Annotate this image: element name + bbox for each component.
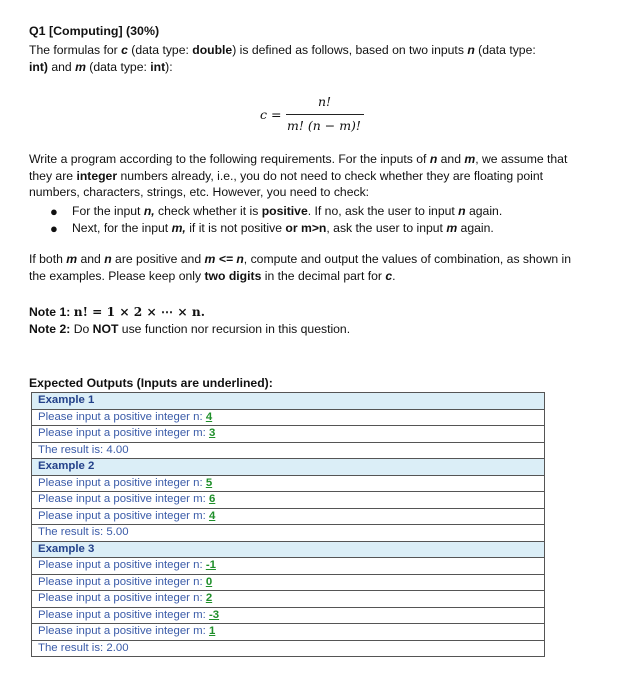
example-header-row bbox=[32, 459, 545, 476]
check-list bbox=[29, 203, 589, 237]
example-title: Example 2 bbox=[32, 459, 545, 476]
example-line bbox=[32, 591, 545, 608]
note-1: Note 1: n! = 1 × 2 × ⋯ × n. bbox=[29, 305, 205, 319]
example-line-row bbox=[32, 591, 545, 608]
prompt-text: The result is: 4.00 bbox=[38, 443, 129, 456]
prompt-text: Please input a positive integer n: bbox=[38, 575, 206, 588]
user-input-value: 3 bbox=[208, 427, 216, 439]
note-2: Note 2: Do NOT use function nor recursion in this question. bbox=[29, 322, 351, 336]
user-input-value: 6 bbox=[208, 493, 216, 505]
list-item: ● For the input n, check whether it is positive. If no, ask the user to input n again. bbox=[50, 204, 503, 219]
example-line-row bbox=[32, 640, 545, 657]
combination-formula bbox=[258, 92, 378, 138]
user-input-value: 1 bbox=[208, 625, 216, 637]
example-line-row bbox=[32, 558, 545, 575]
example-line-row bbox=[32, 426, 545, 443]
bullet-icon: ● bbox=[50, 204, 58, 219]
expected-outputs-heading: Expected Outputs (Inputs are underlined): bbox=[29, 376, 273, 390]
example-title: Example 3 bbox=[32, 541, 545, 558]
user-input-value: 2 bbox=[205, 592, 213, 604]
intro-paragraph: The formulas for c (data type: double) is defined as follows, based on two inputs n (data type: int) and m (data type: int): bbox=[29, 43, 536, 74]
prompt-text: Please input a positive integer n: bbox=[38, 592, 206, 604]
example-line bbox=[32, 574, 545, 591]
formula-numerator: n! bbox=[318, 94, 332, 109]
example-line bbox=[32, 475, 545, 492]
formula-lhs: c = bbox=[260, 107, 282, 122]
example-title: Example 1 bbox=[32, 393, 545, 410]
formula-denominator: m! (n − m)! bbox=[287, 118, 361, 133]
prompt-text: Please input a positive integer n: bbox=[38, 476, 206, 489]
example-line bbox=[32, 442, 545, 459]
example-line-row bbox=[32, 574, 545, 591]
requirements-paragraph: Write a program according to the following requirements. For the inputs of n and m, we assume that they are integer numbers already, i.e., you do not need to check whether they are floating point numbers, characters, strings, etc. However, you need to check: bbox=[29, 152, 568, 199]
example-line-row bbox=[32, 442, 545, 459]
example-line-row bbox=[32, 492, 545, 509]
example-line-row bbox=[32, 475, 545, 492]
example-line bbox=[32, 607, 545, 624]
prompt-text: Please input a positive integer m: bbox=[38, 493, 209, 505]
prompt-text: Please input a positive integer m: bbox=[38, 427, 209, 439]
prompt-text: The result is: 2.00 bbox=[38, 641, 129, 654]
user-input-value: -3 bbox=[208, 608, 220, 621]
example-line bbox=[32, 525, 545, 542]
example-line-row bbox=[32, 525, 545, 542]
fraction-bar bbox=[286, 114, 364, 115]
example-line bbox=[32, 409, 545, 426]
list-item: ● Next, for the input m, if it is not positive or m>n, ask the user to input m again. bbox=[50, 221, 494, 236]
user-input-value: 4 bbox=[205, 410, 213, 423]
prompt-text: Please input a positive integer n: bbox=[38, 559, 206, 571]
example-line bbox=[32, 426, 545, 443]
examples-table bbox=[31, 392, 545, 657]
example-line bbox=[32, 492, 545, 509]
user-input-value: -1 bbox=[205, 559, 216, 571]
prompt-text: Please input a positive integer m: bbox=[38, 608, 209, 621]
example-line bbox=[32, 508, 545, 525]
question-title: Q1 [Computing] (30%) bbox=[29, 24, 160, 38]
example-line-row bbox=[32, 508, 545, 525]
user-input-value: 4 bbox=[208, 509, 216, 522]
example-line-row bbox=[32, 409, 545, 426]
output-paragraph: If both m and n are positive and m <= n, compute and output the values of combination, as shown in the examples. Please keep only two digits in the decimal part for c. bbox=[29, 252, 572, 283]
prompt-text: Please input a positive integer m: bbox=[38, 625, 209, 637]
user-input-value: 0 bbox=[205, 575, 213, 588]
example-line-row bbox=[32, 624, 545, 641]
example-line bbox=[32, 640, 545, 657]
example-header-row bbox=[32, 393, 545, 410]
bullet-icon: ● bbox=[50, 221, 58, 236]
example-line bbox=[32, 558, 545, 575]
example-line bbox=[32, 624, 545, 641]
prompt-text: Please input a positive integer m: bbox=[38, 509, 209, 522]
example-header-row bbox=[32, 541, 545, 558]
prompt-text: The result is: 5.00 bbox=[38, 526, 129, 538]
user-input-value: 5 bbox=[205, 476, 213, 489]
prompt-text: Please input a positive integer n: bbox=[38, 410, 206, 423]
example-line-row bbox=[32, 607, 545, 624]
